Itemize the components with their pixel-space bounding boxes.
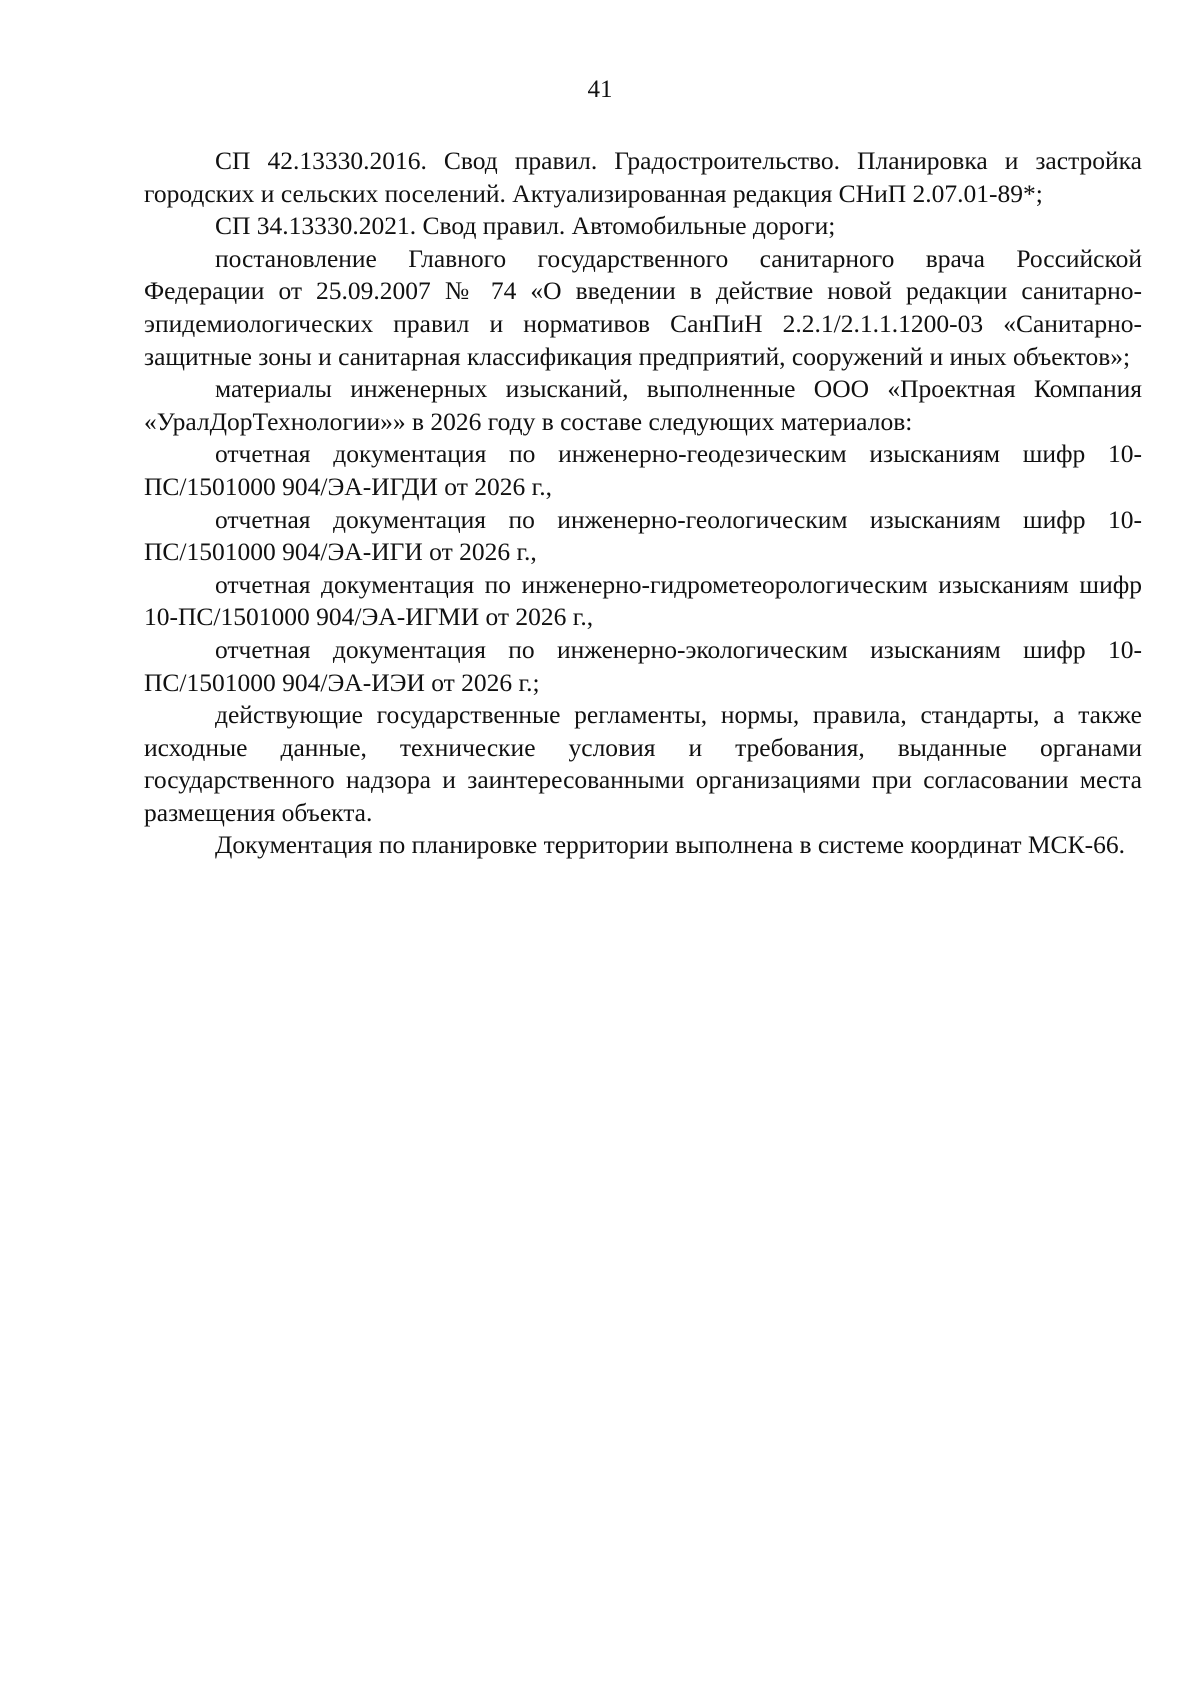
paragraph-regulations: действующие государственные регламенты, нормы, правила, стандарты, а также исходные данные, технические условия и требования, выданные органами государственного надзора и заинтересованными организациями при согласовании места размещения объекта.: [144, 700, 1142, 827]
paragraph-engineering-surveys: материалы инженерных изысканий, выполненные ООО «Проектная Компания «УралДорТехнологии»» в 2026 году в составе следующих материалов:: [144, 374, 1142, 436]
document-body: [144, 145, 1142, 862]
paragraph-sp-42: СП 42.13330.2016. Свод правил. Градостроительство. Планировка и застройка городских и сельских поселений. Актуализированная редакция СНиП 2.07.01-89*;: [144, 146, 1142, 208]
paragraph-sanpin-resolution: постановление Главного государственного санитарного врача Российской Федерации от 25.09.2007 № 74 «О введении в действие новой редакции санитарно-эпидемиологических правил и нормативов СанПиН 2.2.1/2.1.1.1200-03 «Санитарно-защитные зоны и санитарная классификация предприятий, сооружений и иных объектов»;: [144, 243, 1142, 371]
paragraph-ecological-report: отчетная документация по инженерно-экологическим изысканиям шифр 10-ПС/1501000 904/ЭА-ИЭИ от 2026 г.;: [144, 634, 1142, 697]
paragraph-hydrometeorological-report: отчетная документация по инженерно-гидрометеорологическим изысканиям шифр 10-ПС/1501000 904/ЭА-ИГМИ от 2026 г.,: [144, 569, 1142, 632]
paragraph-geodetic-report: отчетная документация по инженерно-геодезическим изысканиям шифр 10-ПС/1501000 904/ЭА-ИГДИ от 2026 г.,: [144, 439, 1142, 501]
paragraph-sp-34: СП 34.13330.2021. Свод правил. Автомобильные дороги;: [215, 211, 836, 241]
paragraph-geological-report: отчетная документация по инженерно-геологическим изысканиям шифр 10-ПС/1501000 904/ЭА-ИГИ от 2026 г.,: [144, 504, 1142, 567]
paragraph-coordinate-system: Документация по планировке территории выполнена в системе координат МСК-66.: [215, 830, 1125, 860]
page-number: 41: [587, 76, 613, 103]
